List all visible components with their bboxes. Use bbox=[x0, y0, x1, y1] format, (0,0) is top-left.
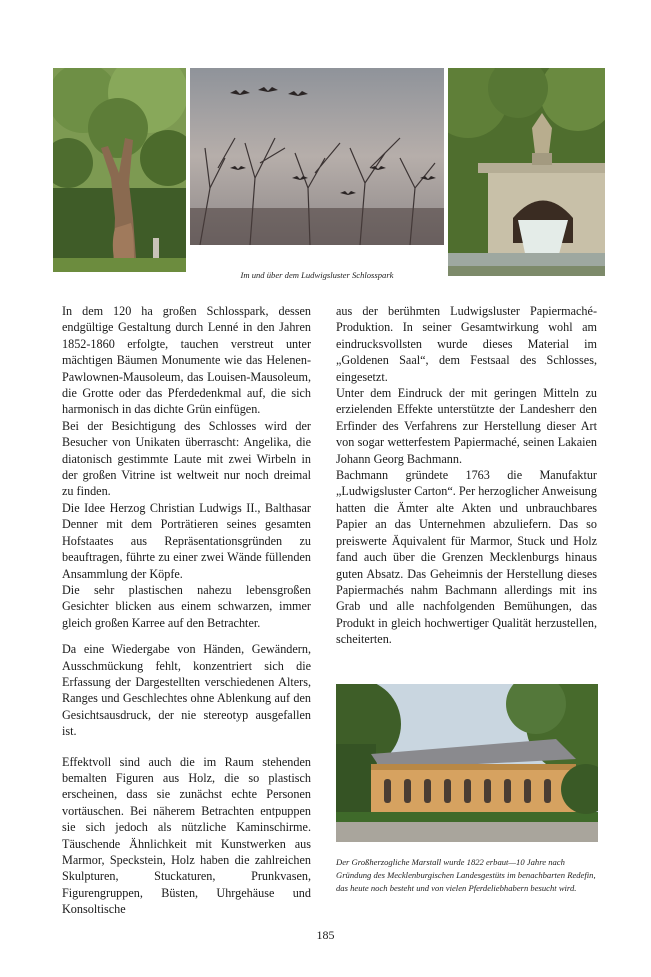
page-number: 185 bbox=[316, 928, 335, 942]
paragraph: Bei der Besichtigung des Schlosses wird der Besucher von Unikaten überrascht: Angelika, die diatonisch gestimmte Laute mit zwei Wirbeln in der großen Vitrine ist weltweit nur noch dreimal zu finden. bbox=[62, 418, 311, 499]
right-text-column bbox=[336, 303, 597, 648]
paragraph: Da eine Wiedergabe von Händen, Gewändern, Ausschmückung fehlt, konzentriert sich die Erfassung der Dargestellten verschiedenen Alters, Ranges und Geschlechtes ohne Ablenkung auf den Gesichtsausdruck, der nie stereotyp ausgefallen ist. bbox=[62, 642, 311, 739]
marstall-building-photo bbox=[336, 684, 598, 842]
paragraph: Die sehr plastischen nahezu lebensgroßen Gesichter blicken aus einem schwarzen, immer gleich großen Karree auf den Betrachter. bbox=[62, 582, 311, 630]
paragraph: In dem 120 ha großen Schlosspark, dessen endgültige Gestaltung durch Lenné in den Jahren 1852-1860 erfolgte, tauchen verstreut unter mächtigen Bäumen Monumente wie das Helenen-Pawlownen-Mausoleum, das Louisen-Mausoleum, die Grotte oder das Pferdedenkmal auf, die sich harmonisch in das dichte Grün einfügen. bbox=[62, 304, 311, 417]
paragraph: Bachmann gründete 1763 die Manufaktur „Ludwigsluster Carton“. Per herzoglicher Anweisung hatten die Ämter alte Akten und unbrauchbares Papier an das Unternehmen abzuliefern. Das so preiswerte Äquivalent für Marmor, Stuck und Holz fand auch über die Grenzen Mecklenburgs hinaus guten Absatz. Das Geheimnis der Herstellung dieses Papiermachés nahm Bachmann allerdings mit ins Grab und alle nachfolgenden Bemühungen, das Produkt in gleich hochwertiger Qualität herzustellen, scheiterten. bbox=[336, 468, 597, 647]
left-text-column bbox=[62, 303, 311, 918]
top-photo-caption: Im und über dem Ludwigsluster Schlosspark bbox=[240, 270, 394, 280]
paragraph: aus der berühmten Ludwigsluster Papiermaché-Produktion. In seiner Gesamtwirkung wohl am eindrucksvollsten wurde dieses Material im „Goldenen Saal“, dem Festsaal des Schlosses, eingesetzt. bbox=[336, 304, 597, 384]
paragraph: Effektvoll sind auch die im Raum stehenden bemalten Figuren aus Holz, die so plastisch erscheinen, dass sie zunächst echte Personen vortäuschen. Bei näherem Betrachten entpuppen sie sich jedoch als nützliche Kaminschirme. Täuschende Ähnlichkeit mit Kunstwerken aus Marmor, Speckstein, Holz haben die zahlreichen Skulpturen, Stuckaturen, Prunkvasen, Figurengruppen, Büsten, Uhrgehäuse und Konsoltische bbox=[62, 754, 311, 917]
bottom-photo-caption: Der Großherzogliche Marstall wurde 1822 erbaut—10 Jahre nach Gründung des Mecklenburgischen Landesgestüts im benachbarten Redefin, das heute noch besteht und von vielen Pferdeliebhabern besucht wird. bbox=[336, 857, 596, 893]
paragraph: Die Idee Herzog Christian Ludwigs II., Balthasar Denner mit dem Porträtieren seines gesamten Hofstaates aus Repräsentationsgründen zu beauftragen, führte zu einer zwei Wände füllenden Ansammlung der Köpfe. bbox=[62, 500, 311, 581]
cascade-photo bbox=[448, 68, 605, 276]
paragraph: Unter dem Eindruck der mit geringen Mitteln zu erzielenden Effekte unterstützte der Landesherr den Erfinder des Verfahrens zur Herstellung dieser Art von sogar wetterfestem Papiermaché, seinen Lakaien Johann Georg Bachmann. bbox=[336, 386, 597, 466]
oak-tree-photo bbox=[53, 68, 186, 272]
birds-sky-photo bbox=[190, 68, 444, 245]
